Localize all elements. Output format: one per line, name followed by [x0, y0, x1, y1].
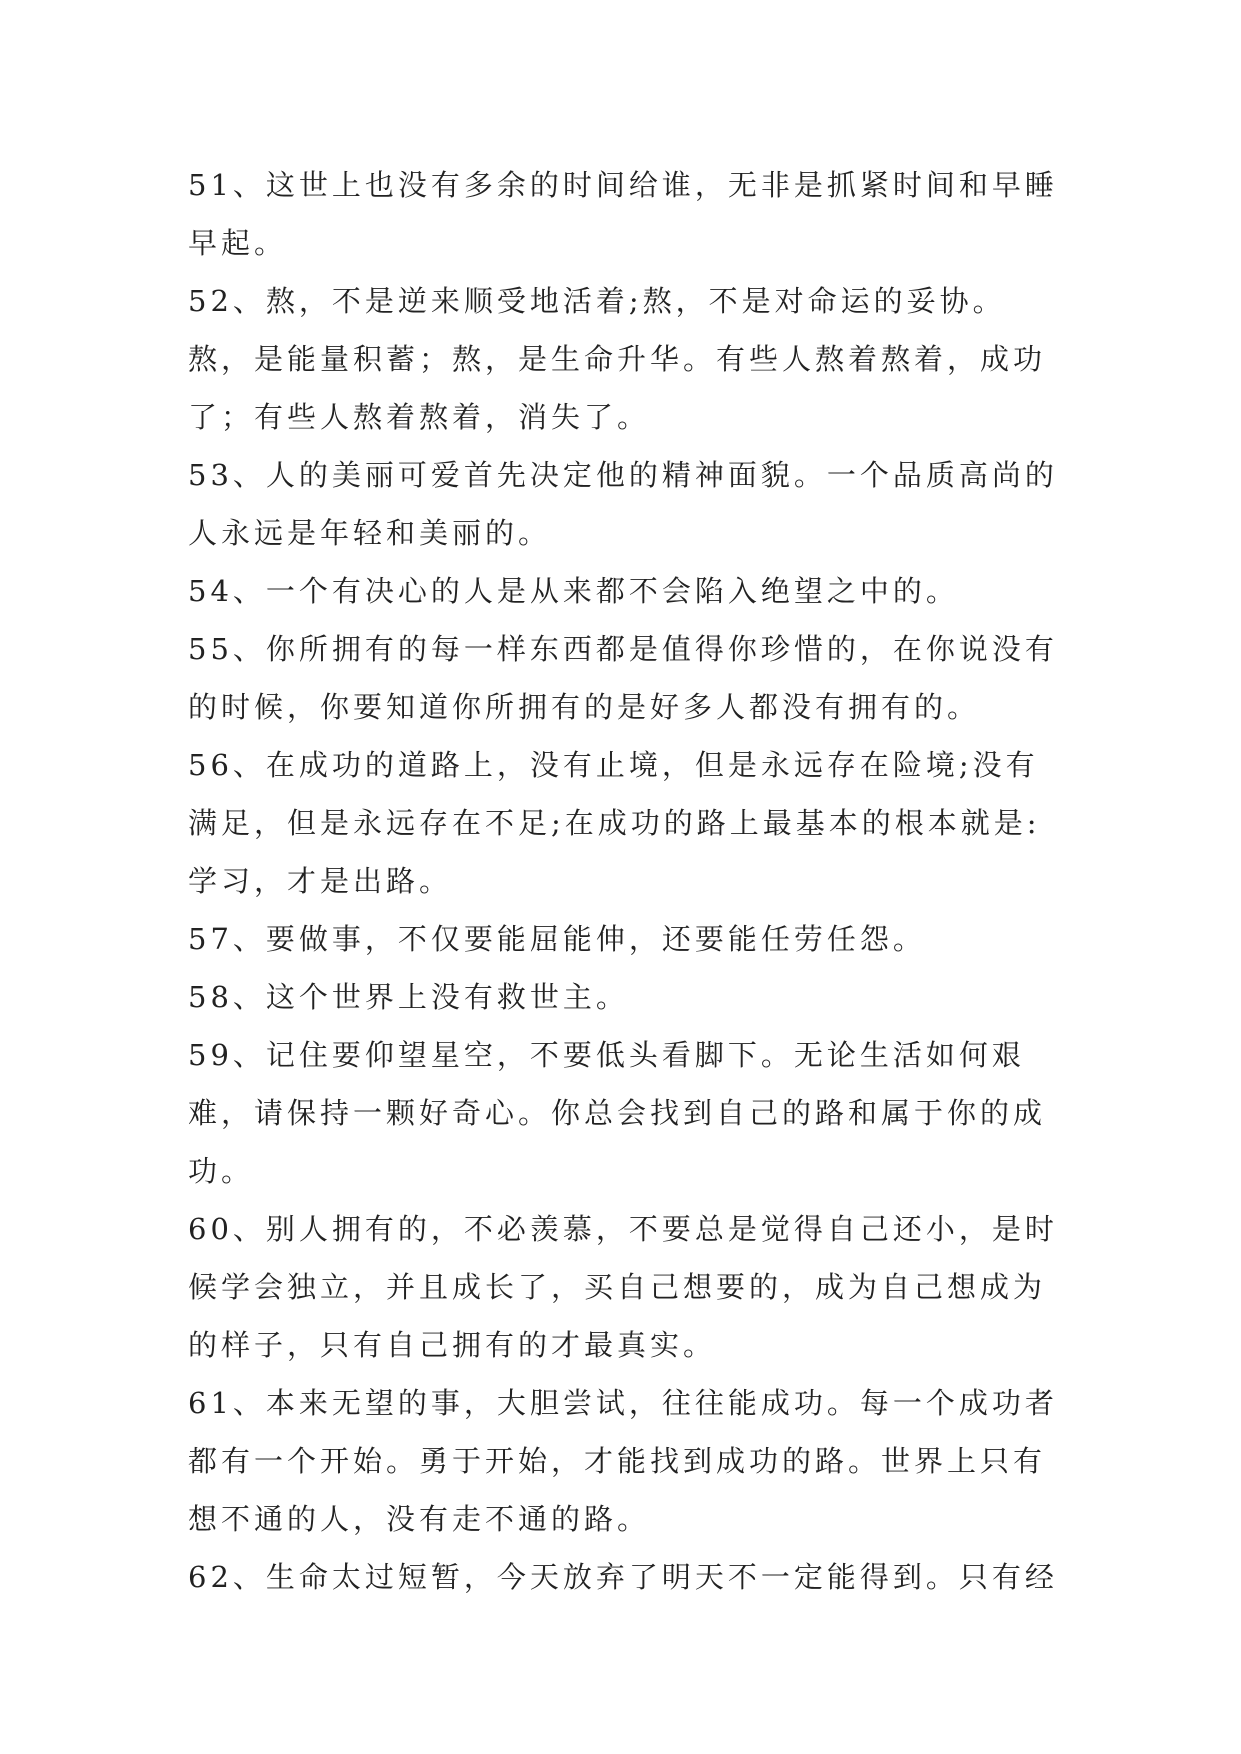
document-body	[188, 156, 1068, 1606]
paragraph-58: 58、这个世界上没有救世主。	[188, 980, 629, 1014]
paragraph-54: 54、一个有决心的人是从来都不会陷入绝望之中的。	[188, 574, 959, 608]
paragraph-59: 59、记住要仰望星空，不要低头看脚下。无论生活如何艰难，请保持一颗好奇心。你总会找到自己的路和属于你的成功。	[188, 1038, 1047, 1188]
paragraph-52: 52、熬，不是逆来顺受地活着;熬，不是对命运的妥协。熬，是能量积蓄；熬，是生命升华。有些人熬着熬着，成功了；有些人熬着熬着，消失了。	[188, 284, 1047, 434]
paragraph-53: 53、人的美丽可爱首先决定他的精神面貌。一个品质高尚的人永远是年轻和美丽的。	[188, 458, 1058, 550]
paragraph-60: 60、别人拥有的，不必羡慕，不要总是觉得自己还小，是时候学会独立，并且成长了，买自己想要的，成为自己想成为的样子，只有自己拥有的才最真实。	[188, 1212, 1058, 1362]
paragraph-56: 56、在成功的道路上，没有止境，但是永远存在险境;没有满足，但是永远存在不足;在成功的路上最基本的根本就是:学习，才是出路。	[188, 748, 1041, 898]
paragraph-51: 51、这世上也没有多余的时间给谁，无非是抓紧时间和早睡早起。	[188, 168, 1058, 260]
paragraph-55: 55、你所拥有的每一样东西都是值得你珍惜的，在你说没有的时候，你要知道你所拥有的是好多人都没有拥有的。	[188, 632, 1058, 724]
paragraph-61: 61、本来无望的事，大胆尝试，往往能成功。每一个成功者都有一个开始。勇于开始，才能找到成功的路。世界上只有想不通的人，没有走不通的路。	[188, 1386, 1058, 1536]
paragraph-62: 62、生命太过短暂，今天放弃了明天不一定能得到。只有经	[188, 1560, 1058, 1594]
paragraph-57: 57、要做事，不仅要能屈能伸，还要能任劳任怨。	[188, 922, 926, 956]
